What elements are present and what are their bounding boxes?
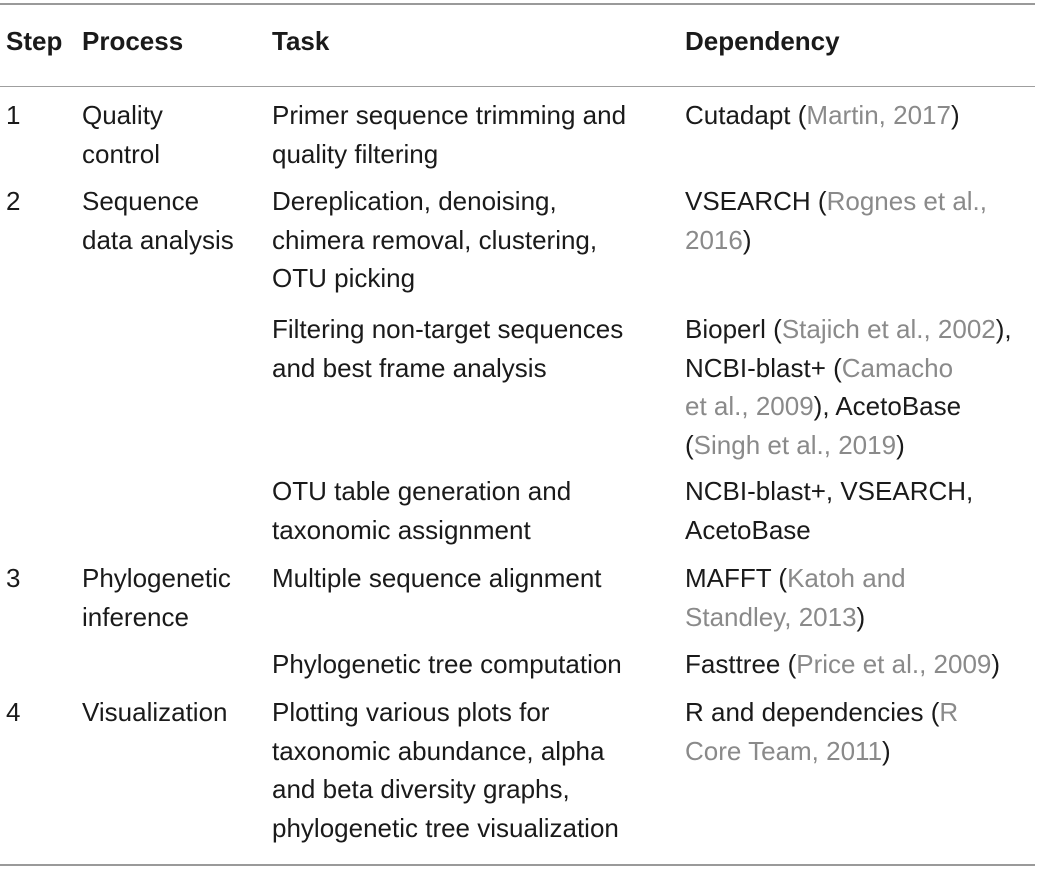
dependency-text: ): [856, 601, 866, 632]
cell-process: [82, 559, 231, 636]
dependency-text: ),: [995, 314, 1012, 344]
dependency-line: [685, 511, 973, 550]
citation-link[interactable]: Singh et al., 2019: [693, 429, 897, 460]
cell-task: [272, 645, 622, 684]
citation-link[interactable]: R: [939, 697, 959, 727]
dependency-line: [685, 387, 1012, 426]
dependency-line: [685, 693, 958, 732]
dependency-text: VSEARCH (: [685, 186, 827, 216]
citation-link[interactable]: et al., 2009: [685, 391, 814, 421]
table-top-rule: [0, 3, 1035, 5]
citation-link[interactable]: Standley, 2013: [685, 601, 857, 632]
cell-task: [272, 310, 623, 387]
task-line: Dereplication, denoising,: [272, 186, 557, 216]
citation-link[interactable]: Katoh and: [787, 563, 906, 593]
cell-dependency: [685, 182, 987, 259]
cell-task: [272, 182, 597, 298]
cell-dependency: [685, 559, 906, 636]
dependency-line: [685, 645, 1000, 684]
task-line: and beta diversity graphs,: [272, 774, 570, 804]
dependency-text: Fasttree (: [685, 649, 797, 679]
cell-step: 3: [6, 563, 21, 593]
dependency-text: Bioperl (: [685, 314, 782, 344]
dependency-line: [685, 310, 1012, 349]
dependency-line: [685, 472, 973, 511]
cell-task: [272, 559, 602, 598]
process-line: Phylogenetic: [82, 563, 231, 593]
cell-process: [82, 182, 234, 259]
dependency-text: (: [685, 429, 694, 460]
dependency-text: ), AcetoBase: [813, 391, 962, 421]
cell-dependency: [685, 693, 958, 770]
cell-dependency: [685, 645, 1000, 684]
cell-step: 1: [6, 100, 21, 130]
table-bottom-rule: [0, 864, 1035, 866]
dependency-text: MAFFT (: [685, 563, 788, 593]
citation-link[interactable]: Stajich et al., 2002: [781, 314, 996, 344]
task-line: chimera removal, clustering,: [272, 224, 598, 255]
cell-dependency: [685, 96, 960, 135]
header-dependency: Dependency: [685, 26, 840, 56]
task-line: Multiple sequence alignment: [272, 563, 602, 593]
dependency-line: [685, 732, 958, 771]
task-line: Plotting various plots for: [272, 697, 550, 727]
process-line: control: [82, 138, 161, 169]
cell-task: [272, 472, 571, 549]
process-line: Visualization: [82, 697, 228, 727]
cell-step: 4: [6, 697, 21, 727]
dependency-text: ): [882, 735, 891, 766]
cell-process: [82, 96, 163, 173]
task-line: OTU picking: [272, 263, 416, 293]
dependency-text: ): [991, 649, 1001, 679]
header-rule: [0, 86, 1035, 87]
dependency-text: ): [950, 100, 960, 130]
cell-task: [272, 693, 619, 847]
header-step: Step: [6, 26, 63, 56]
dependency-text: ): [742, 224, 752, 255]
dependency-text: NCBI-blast+, VSEARCH,: [685, 476, 974, 506]
citation-link[interactable]: Camacho: [841, 352, 954, 383]
citation-link[interactable]: Martin, 2017: [806, 100, 951, 130]
header-task: Task: [272, 26, 330, 56]
citation-link[interactable]: Price et al., 2009: [796, 649, 992, 679]
citation-link[interactable]: Core Team, 2011: [685, 735, 883, 766]
dependency-text: NCBI-blast+ (: [685, 352, 842, 383]
header-process: Process: [82, 26, 184, 56]
cell-dependency: [685, 310, 1012, 464]
task-line: Primer sequence trimming and: [272, 100, 627, 130]
dependency-line: [685, 221, 987, 260]
cell-task: [272, 96, 626, 173]
task-line: taxonomic assignment: [272, 514, 531, 545]
process-line: Quality: [82, 100, 163, 130]
task-line: Filtering non-target sequences: [272, 314, 624, 344]
task-line: OTU table generation and: [272, 476, 572, 506]
task-line: quality filtering: [272, 138, 439, 169]
dependency-line: [685, 559, 906, 598]
citation-link[interactable]: 2016: [685, 224, 743, 255]
task-line: taxonomic abundance, alpha: [272, 735, 605, 766]
dependency-line: [685, 182, 987, 221]
process-line: inference: [82, 601, 189, 632]
process-line: data analysis: [82, 224, 234, 255]
cell-step: 2: [6, 186, 21, 216]
process-line: Sequence: [82, 186, 200, 216]
task-line: and best frame analysis: [272, 352, 547, 383]
cell-dependency: [685, 472, 973, 549]
dependency-line: [685, 96, 960, 135]
dependency-text: R and dependencies (: [685, 697, 940, 727]
dependency-text: AcetoBase: [685, 514, 811, 545]
dependency-line: [685, 598, 906, 637]
dependency-text: (: [797, 100, 807, 130]
dependency-line: [685, 349, 1012, 388]
dependency-line: [685, 426, 1012, 465]
dependency-text: ): [896, 429, 905, 460]
task-line: phylogenetic tree visualization: [272, 812, 619, 843]
citation-link[interactable]: Rognes et al.,: [826, 186, 988, 216]
dependency-text: Cutadapt: [685, 100, 798, 130]
task-line: Phylogenetic tree computation: [272, 649, 622, 679]
cell-process: [82, 693, 228, 732]
